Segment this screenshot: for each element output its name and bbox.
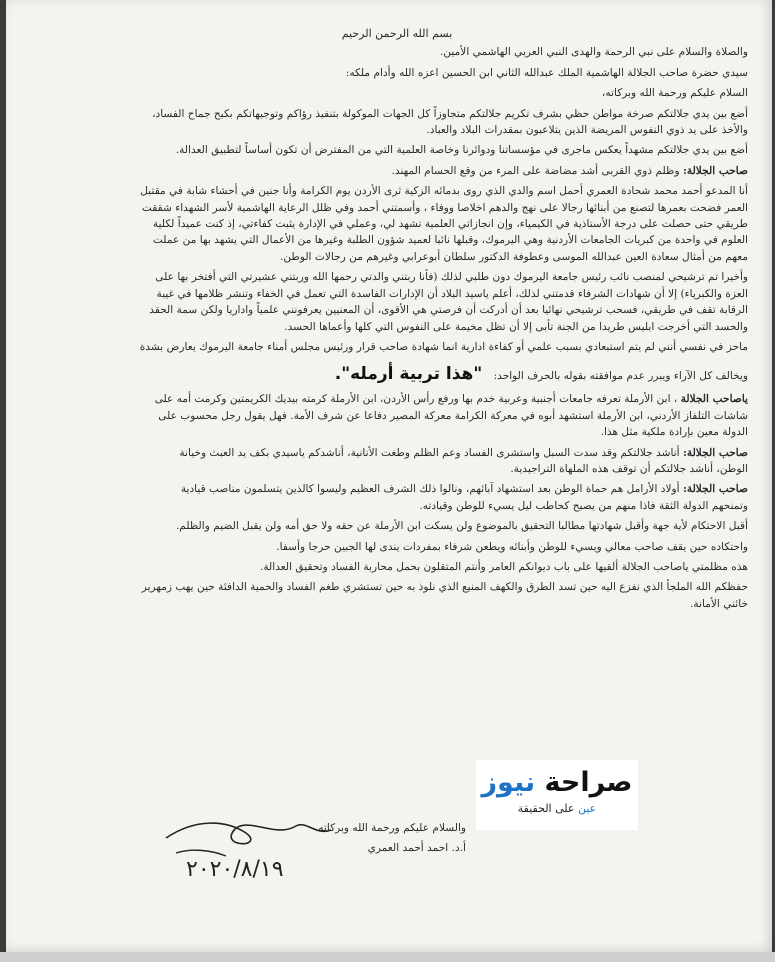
handwritten-signature [156, 808, 356, 898]
logo-word-1: صراحة [544, 767, 633, 798]
text-line [46, 44, 748, 60]
line-text: وظلم ذوي القربى أشد مضاضة على المرء من وقع الحسام المهند. [391, 164, 680, 177]
line-text: والأخذ على يد ذوي النفوس المريضة الذين يتلاعبون بمقدرات البلاد والعباد. [426, 124, 748, 137]
text-line [46, 183, 748, 199]
text-line [46, 518, 748, 534]
line-text: العلوم في واحدة من كبريات الجامعات الأردنية وهي اليرموك، وقبلها نائبا لعميد شؤون الطلبة وغيرها من الأعمال التي يشهد بها من عملت [152, 234, 748, 247]
line-text: وتمنحهم الدولة الثقة فاذا منهم من يصبح كحاطب ليل يسيء للوطن وقيادته. [419, 499, 748, 512]
line-text: أناشد جلالتكم وقد سدت السبل واستشرى الفساد وعم الظلم وطغت الأنانية، أناشدكم ياسيدي بكف يد العبث وخيانة [179, 446, 680, 459]
basmala: بسم الله الرحمن الرحيم [341, 27, 453, 40]
paragraph [46, 339, 748, 355]
text-line [46, 249, 748, 265]
text-line [46, 461, 748, 477]
paragraph [46, 44, 748, 60]
line-text: والحسد التي أخرجت ابليس طريدا من الجنة تأبى إلا أن تظل مخيمة على النفوس التي كلها وأعماها الحسد. [284, 320, 748, 333]
text-line [46, 232, 748, 248]
paragraph [46, 106, 748, 139]
paragraph [46, 85, 748, 101]
text-line [46, 85, 748, 101]
paragraph [46, 65, 748, 81]
logo-wordmark [476, 764, 638, 802]
line-text: هذه مظلمتي ياصاحب الجلالة ألقيها على باب ديوانكم العامر وأنتم المتقلون بحمل محاربة الفساد وتحقيق العدالة. [260, 560, 748, 573]
letter-body [46, 26, 748, 616]
line-text: السلام عليكم ورحمة الله وبركاته، [601, 87, 748, 100]
paragraph [46, 163, 748, 179]
closing-line: والسلام عليكم ورحمة الله وبركاته [318, 822, 466, 834]
paragraph-lead: صاحب الجلالة: [682, 483, 748, 496]
paragraph [46, 579, 748, 612]
paragraph-lead: صاحب الجلالة: [682, 446, 748, 459]
line-text: أولاد الأرامل هم حماة الوطن بعد استشهاد آبائهم، ونالوا ذلك الشرف العظيم وليسوا كالذين يتسلمون مناصب قيادية [180, 483, 680, 496]
line-text: أنا المدعو أحمد محمد شحادة العمري أحمل اسم والدي الذي روى بدمائه الزكية ثرى الأردن يوم الكرامة وأنا جنين في أحشاء شابة في مقتبل [140, 185, 748, 198]
text-line [46, 391, 748, 407]
paragraph-gap [46, 612, 748, 616]
paragraph [46, 183, 748, 265]
text-line [46, 559, 748, 575]
line-text: ماحز في نفسي أنني لم يتم استبعادي بسبب علمي أو كفاءة ادارية انما شهادة صاحب قرار ورئيس مجلس أمناء جامعة اليرموك يعارض بشدة [139, 340, 748, 353]
logo-word-2: نيوز [481, 767, 536, 798]
line-text: أضع بين يدي جلالتكم مشهداً يعكس ماجرى في مؤسساتنا ودوائرنا وخاصة العلمية التي من المفترض أن تكون أساساً لتطبيق العدالة. [175, 144, 748, 157]
paragraph-lead: صاحب الجلالة: [682, 164, 748, 177]
line-text: الدولة معين بإرادة ملكية مثل هذا. [600, 426, 748, 439]
line-text: أضع بين يدي جلالتكم صرخة مواطن حظي بشرف تكريم جلالتكم متجاوزاً كل الجهات الموكولة بتنفيذ رؤاكم وتوجيهاتكم بكبح جماح الفساد، [152, 107, 748, 120]
paragraph-lead: ياصاحب الجلالة [680, 393, 748, 406]
letter-paragraphs-continued [46, 391, 748, 616]
text-line [46, 269, 748, 285]
text-line [46, 408, 748, 424]
line-text: العزة والكبرياء) إلا أن شهادات الشرفاء قدمتني لذلك، أعلم ياسيد البلاد أن الإدارات الفاسدة التي تعمل في الخفاء وتنشر ظلامها في غيبة [156, 287, 748, 300]
text-line [46, 106, 748, 122]
quote-line [46, 359, 748, 391]
line-text: وأخيرا تم ترشيحي لمنصب نائب رئيس جامعة اليرموك دون طلبي لذلك (فأنا ربتني والدتي رحمها الله وربتني عشيرتي التي أفتخر بها على [155, 271, 748, 284]
text-line [46, 163, 748, 179]
letter-paragraphs [46, 44, 748, 359]
signature-date: ٢٠٢٠/٨/١٩ [186, 857, 284, 882]
text-line [46, 539, 748, 555]
line-text: العمر فضحت بعمرها لتصنع من أبنائها رجالا على نهج والدهم اخلاصا ووفاء ، وأسمتني أحمد وفي ظلل الرعاية الهاشمية لأسر الشهداء شققت [141, 201, 748, 214]
line-text: والصلاة والسلام على نبي الرحمة والهدى النبي العربي الهاشمي الأمين. [440, 46, 748, 59]
line-text: خائني الأمانة. [689, 597, 748, 610]
line-text: الوطن، أناشد جلالتكم أن توقف هذه الملهاة التراجيدية. [510, 462, 748, 475]
line-text: سيدي حضرة صاحب الجلالة الهاشمية الملك عبدالله الثاني ابن الحسين اعزه الله وأدام ملكه: [345, 66, 748, 79]
paragraph [46, 142, 748, 158]
paragraph [46, 539, 748, 555]
text-line [46, 339, 748, 355]
paragraph [46, 269, 748, 335]
line-text: واحتكاده حين يقف صاحب معالي ويسيء للوطن وأبنائه ويطعن شرفاء بمفردات يندى لها الجبين حرجا وأسفا. [276, 540, 748, 553]
site-logo [476, 760, 638, 830]
text-line [46, 142, 748, 158]
text-line [46, 579, 748, 595]
logo-slogan-1: عين [577, 802, 597, 815]
line-text: أقبل الاحتكام لأية جهة وأقبل شهادتها مطالبا التحقيق بالموضوع ولن يسكت ابن الأرملة عن حقه ولا حق أمه ولن يقبل الضيم والظلم. [175, 520, 748, 533]
text-line [46, 596, 748, 612]
paragraph [46, 391, 748, 440]
text-line [46, 65, 748, 81]
line-text: شاشات التلفاز الأردني، ابن الأرملة استشهد أبوه في معركة الكرامة معركة المصير دفاعا عن شرف الأمة. فهل يقول رجل محسوب على [158, 409, 748, 422]
letter-sheet [6, 0, 772, 952]
paragraph [46, 518, 748, 534]
text-line [46, 319, 748, 335]
text-line [46, 481, 748, 497]
quote-intro: ويخالف كل الآراء ويبرر عدم موافقته بقوله بالحرف الواحد: [493, 370, 748, 383]
line-text: ، ابن الأرملة تعرفه جامعات أجنبية وعربية خدم بها ورفع رأس الأردن، ابن الأرملة كرمته بيديك الكريمتين وكرمت أمه على [154, 393, 678, 406]
line-text: حفظكم الله الملجأ الذي نفزع اليه حين تسد الطرق والكهف المنيع الذي نلوذ به حين تستشري طغم الفساد والحمية الدافئة حين يهب زمهرير [141, 581, 748, 594]
text-line [46, 302, 748, 318]
text-line [46, 122, 748, 138]
text-line [46, 286, 748, 302]
paragraph [46, 559, 748, 575]
text-line [46, 200, 748, 216]
scan-edge [0, 952, 775, 962]
quote-headline: "هذا تربية أرمله". [334, 364, 483, 385]
paragraph [46, 481, 748, 514]
text-line [46, 216, 748, 232]
signatory-name: أ.د. احمد أحمد العمري [367, 842, 466, 854]
text-line [46, 424, 748, 440]
text-line [46, 445, 748, 461]
line-text: الرقابة تقف في طريقي، فسحب ترشيحي نهائيا بعد أن أدركت أن فرصتي هي الأقوى، أن المعنيين يعرفونني علمياً واداريا ولكن سمة الحقد [149, 304, 748, 317]
logo-slogan [476, 802, 638, 816]
text-line [46, 498, 748, 514]
line-text: معهم من أمثال سعادة العين عبدالله الموسى وعطوفة الدكتور سلطان أبوعرابي وغيرهم من رجالات الوطن. [279, 250, 748, 263]
paragraph [46, 445, 748, 478]
logo-slogan-2: على الحقيقة [517, 802, 575, 815]
line-text: طريقي حتى حصلت على درجة الأستاذية في الكيمياء، وإن انجازاتي العلمية تشهد لي، وعملي في الإدارة يثبت كفاءتي، إذ كنت عميداً لكلية [152, 218, 748, 231]
